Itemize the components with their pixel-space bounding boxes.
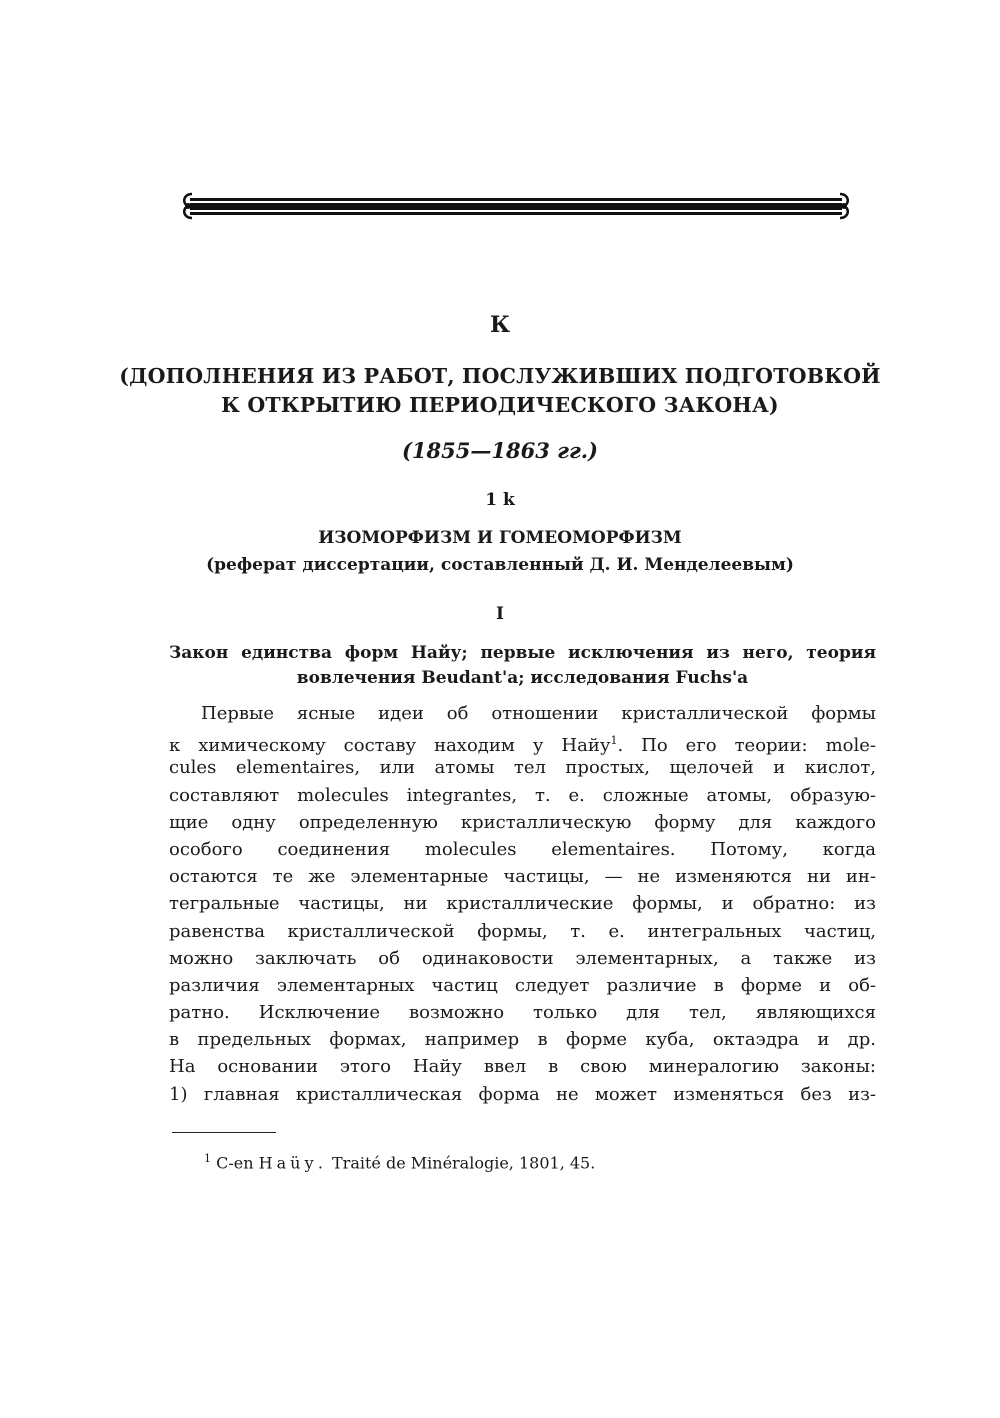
body-line: ратно. Исключение возможно только для тел, являющихся	[169, 1002, 876, 1024]
body-line-text: к химическому составу находим у Найу	[169, 735, 611, 757]
appendix-letter: К	[489, 312, 510, 338]
body-line: тегральные частицы, ни кристаллические формы, и обратно: из	[169, 893, 876, 915]
body-line: cules elementaires, или атомы тел простых, щелочей и кислот,	[169, 757, 876, 779]
work-subtitle: (реферат диссертации, составленный Д. И. Менделеевым)	[206, 555, 794, 575]
appendix-title	[0, 362, 1000, 420]
body-line: различия элементарных частиц следует различие в форме и об-	[169, 974, 876, 996]
appendix-title-line: (ДОПОЛНЕНИЯ ИЗ РАБОТ, ПОСЛУЖИВШИХ ПОДГОТОВКОЙ	[119, 364, 881, 388]
work-title: ИЗОМОРФИЗМ И ГОМЕОМОРФИЗМ	[318, 528, 682, 548]
body-paragraph	[169, 700, 876, 1108]
years-range: (1855—1863 гг.)	[401, 438, 598, 463]
footnote-author: Наüу.	[258, 1153, 327, 1173]
section-heading-line: Закон единства форм Найу; первые исключения из него, теория	[169, 643, 876, 663]
footnote-divider	[172, 1132, 276, 1133]
body-line: в предельных формах, например в форме куба, октаэдра и др.	[169, 1029, 876, 1051]
footnote-citation: Traité de Minéralogie, 1801, 45.	[332, 1153, 596, 1173]
body-line: На основании этого Найу ввел в свою минералогию законы:	[169, 1056, 876, 1078]
body-line: 1) главная кристаллическая форма не может изменяться без из-	[169, 1083, 876, 1105]
body-line: можно заключать об одинаковости элементарных, а также из	[169, 947, 876, 969]
body-line: равенства кристаллической формы, т. е. интегральных частиц,	[169, 920, 876, 942]
section-heading-line: вовлечения Beudant'a; исследования Fuchs'a	[296, 668, 749, 688]
section-number: I	[496, 604, 504, 624]
item-number: 1 k	[485, 490, 515, 510]
ornamental-rule	[178, 186, 854, 226]
body-line: Первые ясные идеи об отношении кристаллической формы	[201, 703, 876, 724]
work-title-block	[0, 525, 1000, 579]
body-line	[169, 727, 876, 757]
footnote-reference[interactable]: 1	[610, 734, 618, 748]
appendix-title-line: К ОТКРЫТИЮ ПЕРИОДИЧЕСКОГО ЗАКОНА)	[221, 393, 779, 417]
footnote	[204, 1152, 595, 1172]
body-line: особого соединения molecules elementaires. Потому, когда	[169, 838, 876, 860]
footnote-marker: 1	[204, 1152, 211, 1165]
body-line: остаются те же элементарные частицы, — не изменяются ни ин-	[169, 866, 876, 888]
body-line-text: . По его теории: mole-	[617, 735, 876, 757]
body-line: щие одну определенную кристаллическую форму для каждого	[169, 811, 876, 833]
footnote-prefix: С-еn	[216, 1153, 254, 1173]
section-heading	[169, 641, 876, 691]
body-line: составляют molecules integrantes, т. е. сложные атомы, образую-	[169, 784, 876, 806]
